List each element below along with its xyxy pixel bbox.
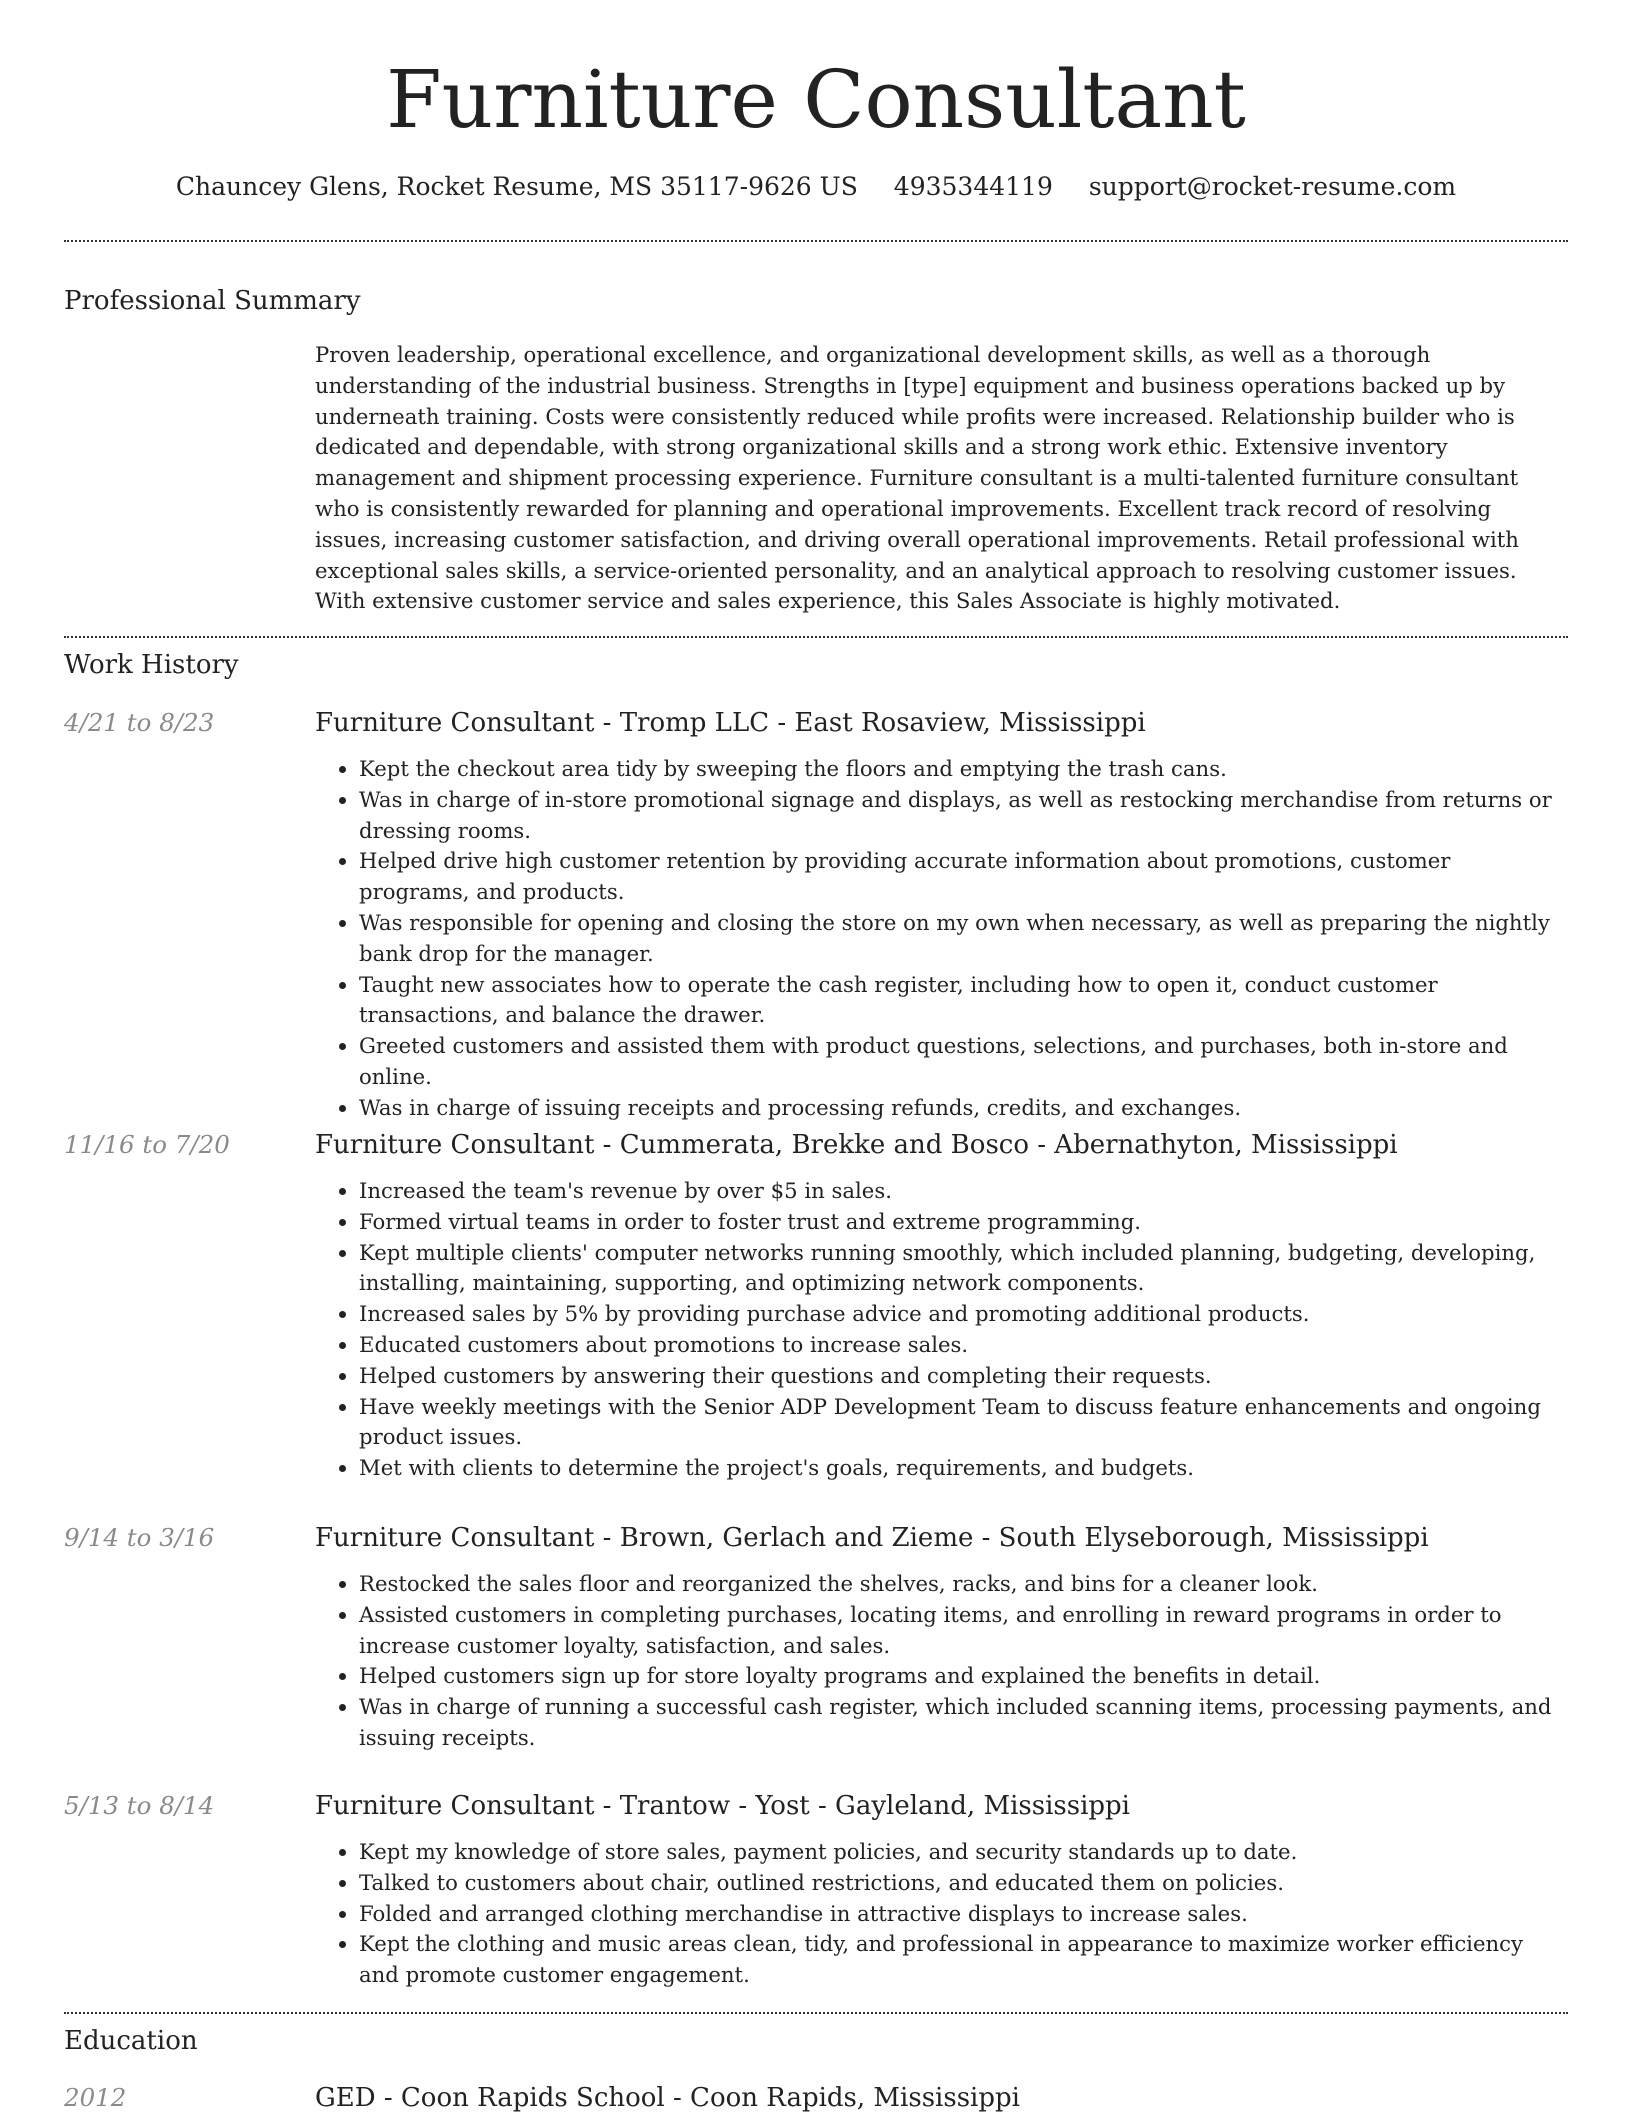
job-bullet-list [315, 1176, 1565, 1484]
summary-text: Proven leadership, operational excellence, and organizational development skills, as well as a thorough understanding of the industrial business. Strengths in [type] equipment and business operations backed up by underneath training. Costs were consistently reduced while profits were increased. Relationship builder who is dedicated and dependable, with strong organizational skills and a strong work ethic. Extensive inventory management and shipment processing experience. Furniture consultant is a multi-talented furniture consultant who is consistently rewarded for planning and operational improvements. Excellent track record of resolving issues, increasing customer satisfaction, and driving overall operational improvements. Retail professional with exceptional sales skills, a service-oriented personality, and an analytical approach to resolving customer issues. With extensive customer service and sales experience, this Sales Associate is highly motivated. [315, 342, 1519, 614]
job-heading: Furniture Consultant - Tromp LLC - East Rosaview, Mississippi [315, 708, 1146, 738]
job-bullet: • Educated customers about promotions to increase sales. [359, 1330, 1565, 1361]
resume-name: Furniture Consultant [386, 53, 1246, 146]
job-bullet: • Taught new associates how to operate the cash register, including how to open it, conduct customer transactions, and balance the drawer. [359, 970, 1565, 1032]
contact-phone: 4935344119 [893, 172, 1053, 201]
work-section-title: Work History [64, 650, 239, 680]
job-heading: Furniture Consultant - Cummerata, Brekke and Bosco - Abernathyton, Mississippi [315, 1130, 1398, 1160]
contact-line [0, 170, 1632, 204]
job-bullet: • Was in charge of running a successful cash register, which included scanning items, processing payments, and issuing receipts. [359, 1692, 1565, 1754]
job-bullet: • Was responsible for opening and closing the store on my own when necessary, as well as preparing the nightly bank drop for the manager. [359, 908, 1565, 970]
job-bullet: • Kept multiple clients' computer networks running smoothly, which included planning, budgeting, developing, installing, maintaining, supporting, and optimizing network components. [359, 1238, 1565, 1300]
contact-email: support@rocket-resume.com [1088, 172, 1457, 201]
job-bullet: • Folded and arranged clothing merchandise in attractive displays to increase sales. [359, 1899, 1565, 1930]
job-bullet: • Helped customers by answering their questions and completing their requests. [359, 1361, 1565, 1392]
job-bullet: • Have weekly meetings with the Senior ADP Development Team to discuss feature enhancements and ongoing product issues. [359, 1392, 1565, 1454]
education-heading: GED - Coon Rapids School - Coon Rapids, Mississippi [315, 2083, 1020, 2113]
job-dates: 11/16 to 7/20 [64, 1130, 230, 1159]
job-bullet-list [315, 1569, 1565, 1754]
section-divider [64, 636, 1568, 638]
job-bullet: • Was in charge of in-store promotional signage and displays, as well as restocking merchandise from returns or dressing rooms. [359, 785, 1565, 847]
job-heading: Furniture Consultant - Trantow - Yost - Gayleland, Mississippi [315, 1791, 1130, 1821]
job-bullet: • Formed virtual teams in order to foster trust and extreme programming. [359, 1207, 1565, 1238]
job-dates: 5/13 to 8/14 [64, 1791, 215, 1820]
section-divider [64, 240, 1568, 242]
education-section-title: Education [64, 2026, 198, 2056]
job-dates: 4/21 to 8/23 [64, 708, 215, 737]
job-bullet: • Helped drive high customer retention by providing accurate information about promotions, customer programs, and products. [359, 846, 1565, 908]
job-bullet: • Kept my knowledge of store sales, payment policies, and security standards up to date. [359, 1837, 1565, 1868]
job-bullet: • Restocked the sales floor and reorganized the shelves, racks, and bins for a cleaner look. [359, 1569, 1565, 1600]
job-bullet: • Kept the checkout area tidy by sweeping the floors and emptying the trash cans. [359, 754, 1565, 785]
job-heading: Furniture Consultant - Brown, Gerlach and Zieme - South Elyseborough, Mississippi [315, 1523, 1429, 1553]
job-bullet: • Increased sales by 5% by providing purchase advice and promoting additional products. [359, 1299, 1565, 1330]
job-bullet-list [315, 1837, 1565, 1991]
job-bullet-list [315, 754, 1565, 1124]
job-bullet: • Was in charge of issuing receipts and processing refunds, credits, and exchanges. [359, 1093, 1565, 1124]
job-bullet: • Talked to customers about chair, outlined restrictions, and educated them on policies. [359, 1868, 1565, 1899]
job-bullet: • Helped customers sign up for store loyalty programs and explained the benefits in detail. [359, 1661, 1565, 1692]
summary-section-title: Professional Summary [64, 286, 361, 316]
job-bullet: • Met with clients to determine the project's goals, requirements, and budgets. [359, 1453, 1565, 1484]
job-bullet: • Greeted customers and assisted them with product questions, selections, and purchases, both in-store and online. [359, 1031, 1565, 1093]
job-dates: 9/14 to 3/16 [64, 1523, 215, 1552]
contact-address: Chauncey Glens, Rocket Resume, MS 35117-9626 US [175, 172, 858, 201]
job-bullet: • Kept the clothing and music areas clean, tidy, and professional in appearance to maximize worker efficiency and promote customer engagement. [359, 1929, 1565, 1991]
job-bullet: • Assisted customers in completing purchases, locating items, and enrolling in reward programs in order to increase customer loyalty, satisfaction, and sales. [359, 1600, 1565, 1662]
job-bullet: • Increased the team's revenue by over $5 in sales. [359, 1176, 1565, 1207]
education-year: 2012 [64, 2083, 127, 2112]
section-divider [64, 2012, 1568, 2014]
